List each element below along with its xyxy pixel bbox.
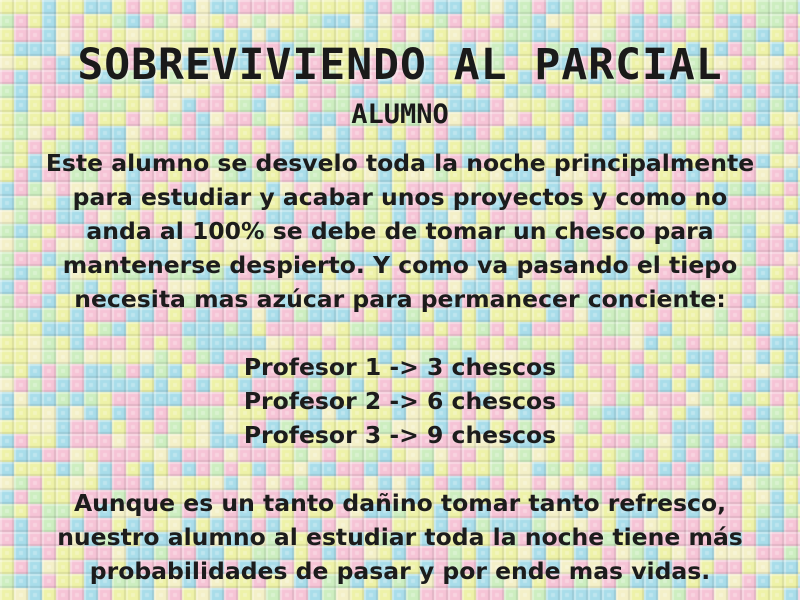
paragraph-gap xyxy=(10,452,790,486)
section-subtitle: ALUMNO xyxy=(351,99,449,130)
page-title: SOBREVIVIENDO AL PARCIAL xyxy=(77,40,723,90)
closing-line: Aunque es un tanto dañino tomar tanto refresco, xyxy=(73,489,727,517)
intro-line: anda al 100% se debe de tomar un chesco para xyxy=(86,217,714,245)
rule-line: Profesor 1 -> 3 chescos xyxy=(243,353,557,381)
description-block xyxy=(10,146,790,588)
rule-line: Profesor 3 -> 9 chescos xyxy=(243,421,557,449)
paragraph-gap xyxy=(10,316,790,350)
closing-line: nuestro alumno al estudiar toda la noche tiene más xyxy=(57,523,743,551)
rule-line: Profesor 2 -> 6 chescos xyxy=(243,387,557,415)
intro-line: Este alumno se desvelo toda la noche principalmente xyxy=(45,149,755,177)
intro-line: para estudiar y acabar unos proyectos y como no xyxy=(72,183,728,211)
intro-line: necesita mas azúcar para permanecer conciente: xyxy=(74,285,726,313)
closing-line: probabilidades de pasar y por ende mas vidas. xyxy=(89,557,711,585)
intro-line: mantenerse despierto. Y como va pasando el tiepo xyxy=(62,251,738,279)
